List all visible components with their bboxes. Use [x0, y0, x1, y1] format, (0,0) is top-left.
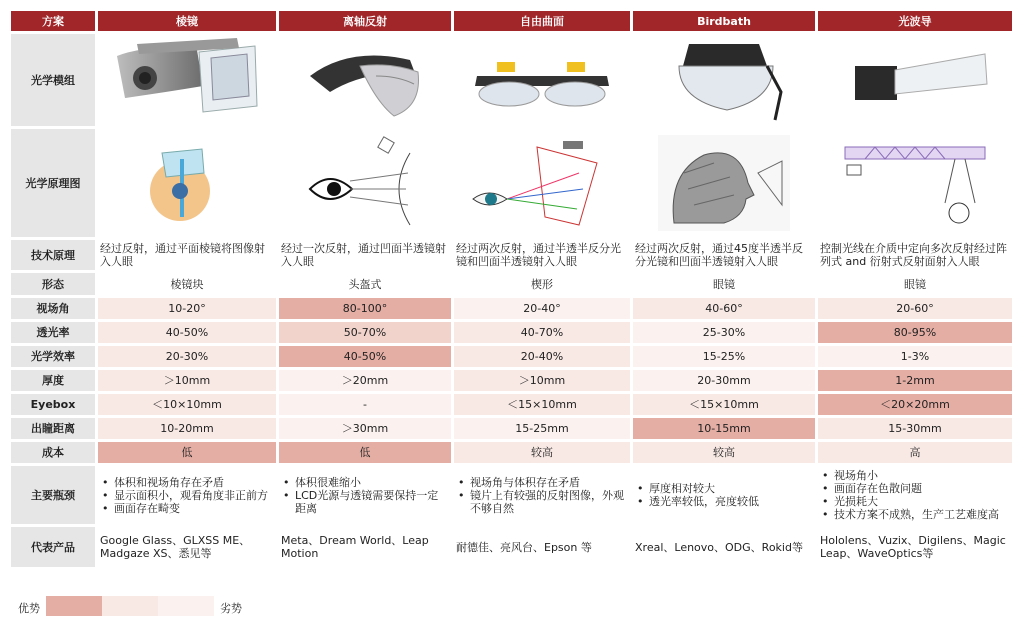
row-optical-principle [11, 129, 1012, 237]
list-item: • 显示面积小，观看角度非正前方 [100, 489, 274, 502]
cell: ＞10mm [454, 370, 630, 391]
bottleneck-list [820, 469, 1010, 521]
waveguide-principle-diagram [818, 129, 1012, 237]
cell: 高 [818, 442, 1012, 463]
cell [98, 466, 276, 524]
off-axis-module-image [279, 34, 451, 126]
cell: 50-70% [279, 322, 451, 343]
cell: ＜20×20mm [818, 394, 1012, 415]
row-label: 技术原理 [11, 240, 95, 270]
optics-comparison-table [8, 8, 1015, 570]
cell: 20-40% [454, 346, 630, 367]
cell: 较高 [454, 442, 630, 463]
list-item: • 光损耗大 [820, 495, 1010, 508]
cell: 头盔式 [348, 277, 382, 291]
row-main-bottleneck [11, 466, 1012, 524]
cell: - [279, 394, 451, 415]
cell [633, 466, 815, 524]
cell: 眼镜 [713, 277, 735, 291]
legend-disadvantage-label: 劣势 [220, 602, 242, 615]
cell: 眼镜 [904, 277, 926, 291]
freeform-principle-diagram [454, 129, 630, 237]
cell: Hololens、Vuzix、Digilens、Magic Leap、WaveOptics等 [820, 534, 1006, 560]
row-optical-efficiency [11, 346, 1012, 367]
row-label: 透光率 [11, 322, 95, 343]
legend-swatch-tier2 [102, 596, 158, 616]
list-item: • LCD光源与透镜需要保持一定距离 [281, 489, 449, 515]
cell [454, 466, 630, 524]
cell: 低 [98, 442, 276, 463]
header-waveguide: 光波导 [818, 11, 1012, 31]
bottleneck-list [635, 482, 813, 508]
cell: ＞30mm [279, 418, 451, 439]
list-item: • 体积和视场角存在矛盾 [100, 476, 274, 489]
row-tech-principle [11, 240, 1012, 270]
prism-module-image [98, 34, 276, 126]
cell: 40-60° [633, 298, 815, 319]
cell: 40-50% [279, 346, 451, 367]
cell: ＜10×10mm [98, 394, 276, 415]
row-label: 光学原理图 [11, 129, 95, 237]
header-prism: 棱镜 [98, 11, 276, 31]
cell: 40-50% [98, 322, 276, 343]
cell: Meta、Dream World、Leap Motion [281, 534, 429, 560]
list-item: • 视场角小 [820, 469, 1010, 482]
cell: Xreal、Lenovo、ODG、Rokid等 [635, 540, 803, 554]
cell: 经过两次反射，通过半透半反分光镜和凹面半透镜射入人眼 [456, 242, 621, 268]
cell: 低 [279, 442, 451, 463]
row-form [11, 273, 1012, 295]
cell: 控制光线在介质中定向多次反射经过阵列式 and 衍射式反射面射入人眼 [820, 242, 1007, 268]
cell: 棱镜块 [170, 277, 204, 291]
cell: 40-70% [454, 322, 630, 343]
cell: 1-2mm [818, 370, 1012, 391]
row-label: Eyebox [11, 394, 95, 415]
row-label: 光学模组 [11, 34, 95, 126]
row-label: 代表产品 [11, 527, 95, 567]
cell: 80-95% [818, 322, 1012, 343]
cell: 20-30mm [633, 370, 815, 391]
list-item: • 画面存在色散问题 [820, 482, 1010, 495]
cell: 10-15mm [633, 418, 815, 439]
cell: 1-3% [818, 346, 1012, 367]
row-thickness [11, 370, 1012, 391]
cell: 耐德佳、亮风台、Epson 等 [456, 540, 592, 554]
list-item: • 透光率较低，亮度较低 [635, 495, 813, 508]
row-label: 光学效率 [11, 346, 95, 367]
cell: 80-100° [279, 298, 451, 319]
cell: ＜15×10mm [454, 394, 630, 415]
row-representative-products [11, 527, 1012, 567]
row-label: 视场角 [11, 298, 95, 319]
list-item: • 厚度相对较大 [635, 482, 813, 495]
cell: 经过反射，通过平面棱镜将图像射入人眼 [100, 242, 265, 268]
cell: 10-20° [98, 298, 276, 319]
cell: 20-40° [454, 298, 630, 319]
row-label: 主要瓶颈 [11, 466, 95, 524]
cell: 15-30mm [818, 418, 1012, 439]
list-item: • 镜片上有较强的反射图像，外观不够自然 [456, 489, 628, 515]
cell: Google Glass、GLXSS ME、Madgaze XS、悉见等 [100, 534, 251, 560]
bottleneck-list [456, 476, 628, 515]
cell: ＜15×10mm [633, 394, 815, 415]
row-label: 成本 [11, 442, 95, 463]
bottleneck-list [281, 476, 449, 515]
list-item: • 视场角与体积存在矛盾 [456, 476, 628, 489]
header-off-axis: 离轴反射 [279, 11, 451, 31]
legend-swatch-tier3 [158, 596, 214, 616]
cell: 较高 [633, 442, 815, 463]
cell: ＞10mm [98, 370, 276, 391]
cell: 楔形 [531, 277, 553, 291]
cell: 20-30% [98, 346, 276, 367]
legend-swatch-tier1 [46, 596, 102, 616]
header-corner: 方案 [11, 11, 95, 31]
cell: 经过两次反射，通过45度半透半反分光镜和凹面半透镜射入人眼 [635, 242, 803, 268]
row-fov [11, 298, 1012, 319]
list-item: • 技术方案不成熟，生产工艺难度高 [820, 508, 1010, 521]
cell [818, 466, 1012, 524]
list-item: • 画面存在畸变 [100, 502, 274, 515]
row-cost [11, 442, 1012, 463]
cell: 25-30% [633, 322, 815, 343]
header-freeform: 自由曲面 [454, 11, 630, 31]
freeform-module-image [454, 34, 630, 126]
row-label: 出瞳距离 [11, 418, 95, 439]
birdbath-principle-diagram [633, 129, 815, 237]
cell [279, 466, 451, 524]
header-birdbath: Birdbath [633, 11, 815, 31]
birdbath-module-image [633, 34, 815, 126]
header-row [11, 11, 1012, 31]
cell: 经过一次反射，通过凹面半透镜射入人眼 [281, 242, 446, 268]
cell: 20-60° [818, 298, 1012, 319]
bottleneck-list [100, 476, 274, 515]
cell: 15-25% [633, 346, 815, 367]
waveguide-module-image [818, 34, 1012, 126]
row-optical-module [11, 34, 1012, 126]
row-eyebox [11, 394, 1012, 415]
row-label: 厚度 [11, 370, 95, 391]
row-exit-pupil-distance [11, 418, 1012, 439]
list-item: • 体积很难缩小 [281, 476, 449, 489]
cell: ＞20mm [279, 370, 451, 391]
row-label: 形态 [11, 273, 95, 295]
cell: 15-25mm [454, 418, 630, 439]
legend-advantage-label: 优势 [18, 602, 40, 615]
cell: 10-20mm [98, 418, 276, 439]
prism-principle-diagram [98, 129, 276, 237]
off-axis-principle-diagram [279, 129, 451, 237]
row-transmittance [11, 322, 1012, 343]
